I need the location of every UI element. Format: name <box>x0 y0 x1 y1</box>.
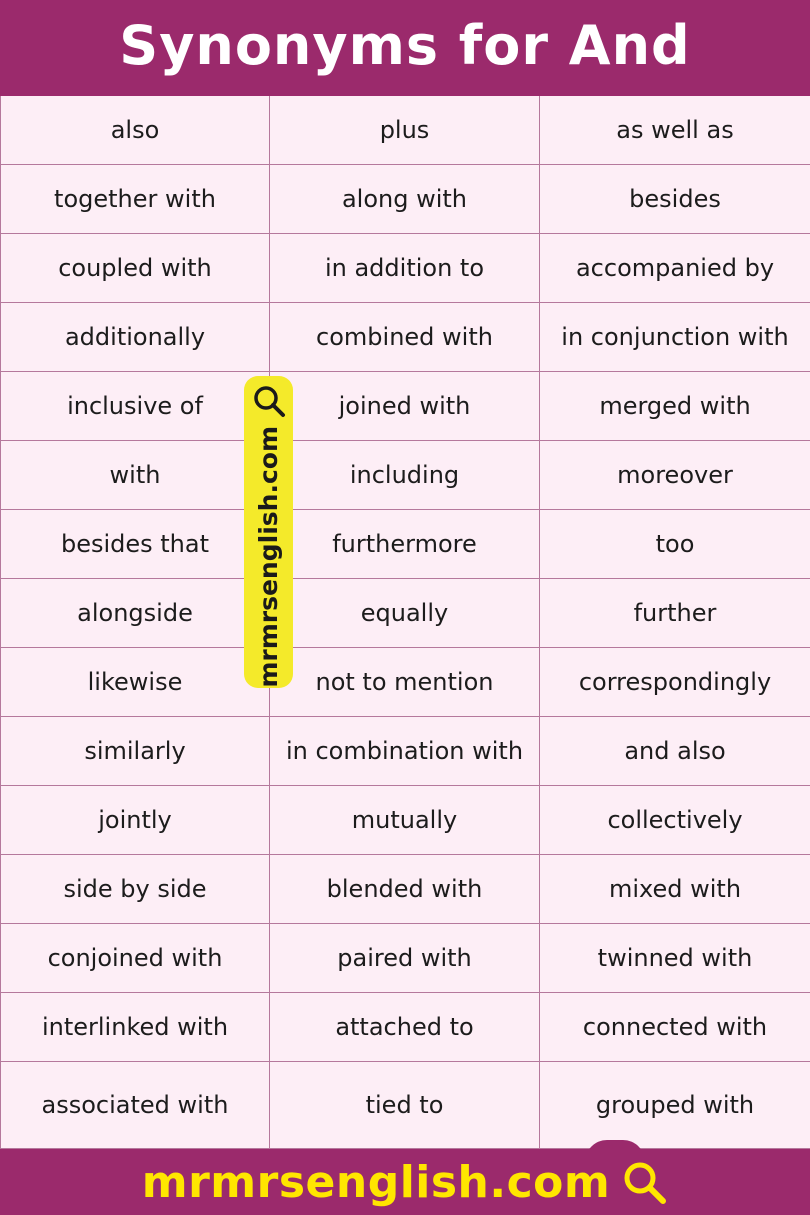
table-cell: in addition to <box>270 234 540 303</box>
table-cell: joined with <box>270 372 540 441</box>
header-banner <box>0 0 810 96</box>
table-cell: grouped with <box>540 1062 810 1149</box>
table-cell: along with <box>270 165 540 234</box>
table-cell: inclusive of <box>0 372 270 441</box>
table-cell: too <box>540 510 810 579</box>
table-cell: in combination with <box>270 717 540 786</box>
table-cell: not to mention <box>270 648 540 717</box>
table-cell: conjoined with <box>0 924 270 993</box>
table-cell: likewise <box>0 648 270 717</box>
table-cell: blended with <box>270 855 540 924</box>
search-icon <box>620 1158 668 1206</box>
table-cell: associated with <box>0 1062 270 1149</box>
table-cell: mixed with <box>540 855 810 924</box>
vertical-watermark <box>244 376 293 688</box>
search-icon <box>252 384 286 422</box>
table-cell: together with <box>0 165 270 234</box>
table-cell: similarly <box>0 717 270 786</box>
synonym-table <box>0 96 810 1149</box>
table-cell: including <box>270 441 540 510</box>
table-cell: with <box>0 441 270 510</box>
table-cell: in conjunction with <box>540 303 810 372</box>
table-cell: coupled with <box>0 234 270 303</box>
watermark-text: mrmrsenglish.com <box>254 426 283 688</box>
table-cell: moreover <box>540 441 810 510</box>
table-cell: interlinked with <box>0 993 270 1062</box>
table-cell: further <box>540 579 810 648</box>
table-cell: twinned with <box>540 924 810 993</box>
table-cell: alongside <box>0 579 270 648</box>
table-cell: attached to <box>270 993 540 1062</box>
table-cell: besides <box>540 165 810 234</box>
table-cell: side by side <box>0 855 270 924</box>
table-cell: additionally <box>0 303 270 372</box>
table-cell: plus <box>270 96 540 165</box>
page-title: Synonyms for And <box>119 13 691 77</box>
table-cell: correspondingly <box>540 648 810 717</box>
table-cell: connected with <box>540 993 810 1062</box>
table-cell: combined with <box>270 303 540 372</box>
table-cell: tied to <box>270 1062 540 1149</box>
footer-banner <box>0 1149 810 1215</box>
table-cell: furthermore <box>270 510 540 579</box>
table-cell: jointly <box>0 786 270 855</box>
table-cell: also <box>0 96 270 165</box>
table-cell: and also <box>540 717 810 786</box>
table-cell: equally <box>270 579 540 648</box>
table-cell: collectively <box>540 786 810 855</box>
table-cell: accompanied by <box>540 234 810 303</box>
table-cell: paired with <box>270 924 540 993</box>
table-cell: merged with <box>540 372 810 441</box>
table-cell: as well as <box>540 96 810 165</box>
table-cell: mutually <box>270 786 540 855</box>
table-cell: besides that <box>0 510 270 579</box>
footer-website: mrmrsenglish.com <box>141 1156 611 1208</box>
